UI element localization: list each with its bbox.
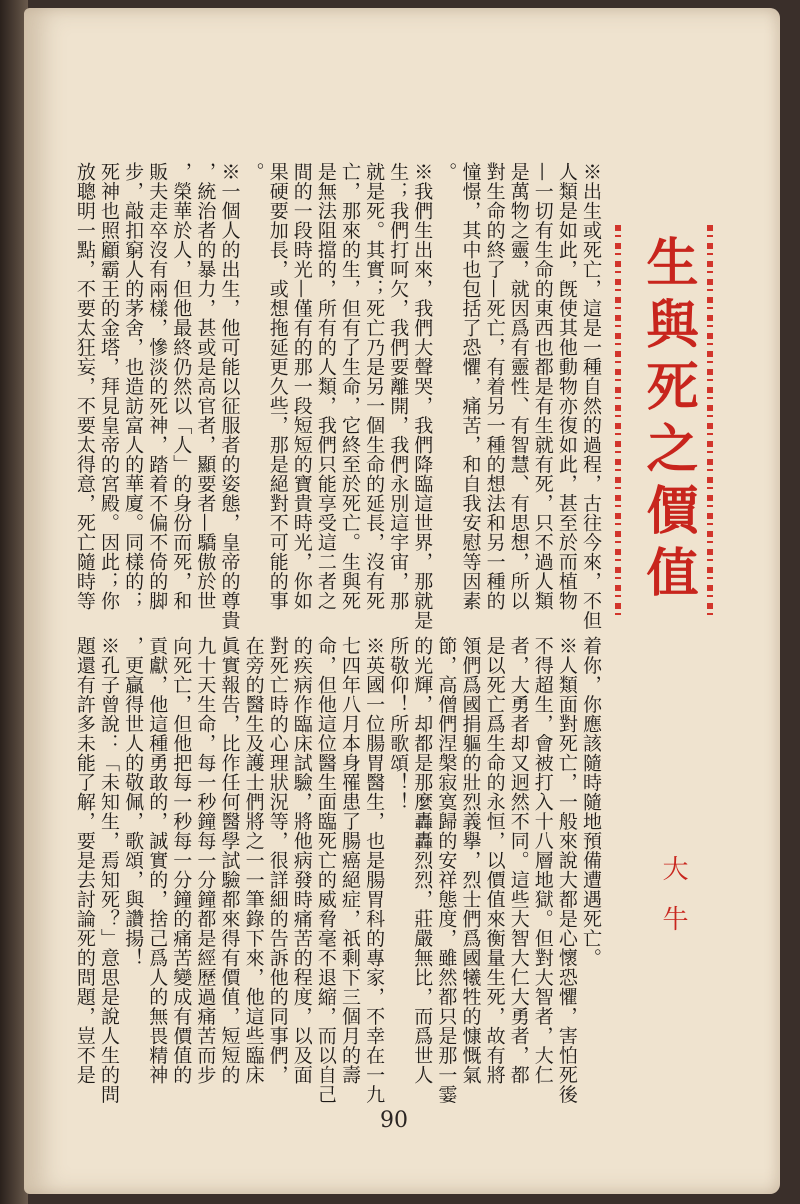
text-column: 所敬仰！所歌頌！！ [387, 636, 410, 812]
text-column: 放聰明一點，不要太狂妄，不要太得意，死亡隨時等 [73, 162, 96, 611]
text-column: 對生命的終了—死亡，有着另一種的想法和另一種的 [483, 162, 506, 611]
page-number: 90 [380, 1108, 408, 1133]
text-column: 七四年八月本身罹患了腸癌絕症，祇剩下三個月的壽 [339, 636, 361, 1085]
text-column: 者，大勇者却又迥然不同。這些大智大仁大勇者，都 [507, 636, 530, 1085]
text-column: ※我們生出來，我們大聲哭，我們降臨這世界，那就是 [411, 162, 434, 630]
text-column: 亡，那來的生，但有了生命，它終至於死亡。生與死 [339, 162, 361, 611]
text-column: 就是死。其實；死亡乃是另一個生命的延長，沒有死 [363, 162, 386, 611]
text-column: 果硬要加長，或想拖延更久些，那是絕對不可能的事 [266, 162, 289, 611]
text-column: ※英國一位腸胃醫生，也是腸胃科的專家，不幸在一九 [363, 636, 386, 1104]
text-column: ※孔子曾說：「未知生，焉知死？」意思是說人生的問 [98, 636, 120, 1104]
text-column: 販夫走卒沒有兩樣，慘淡的死神，踏着不偏不倚的脚 [146, 162, 169, 611]
text-column: 在旁的醫生及護士們將之一一筆錄下來，他這些臨床 [242, 636, 265, 1085]
text-column: 憧憬，其中也包括了恐懼，痛苦，和自我安慰等因素 [459, 162, 482, 611]
text-column: 着你，你應該隨時隨地預備遭遇死亡。 [580, 636, 602, 968]
text-column: 貢獻，他這種勇敢的，誠實的，捨己爲人的無畏精神 [146, 636, 169, 1085]
text-column: 是萬物之靈，就因爲有靈性、有智慧、有思想，所以 [507, 162, 530, 611]
text-column: 步，敲扣窮人的茅舍，也造訪富人的華廈。同樣的； [122, 162, 145, 611]
text-column: 。 [435, 162, 458, 182]
text-column: 。 [242, 162, 265, 182]
text-column: 不得超生，會被打入十八層地獄。但對大智者，大仁 [531, 636, 554, 1085]
text-column: 死神也照顧霸王的金塔，拜見皇帝的宮殿。因此；你 [98, 162, 120, 611]
text-column: 生；我們打呵欠，我們要離開，我們永別這宇宙，那 [387, 162, 410, 611]
text-column: 間的一段時光—僅有的那一段短短的寶貴時光，你如 [290, 162, 313, 611]
text-column: ，更贏得世人的敬佩，歌頌，與讚揚！ [122, 636, 145, 968]
text-column: 的疾病作臨床試驗，將他病發時痛苦的程度，以及面 [290, 636, 313, 1085]
text-column: 向死亡，但他把每一秒每一分鐘的痛苦變成有價值的 [170, 636, 193, 1085]
author-name: 大牛 [658, 855, 688, 955]
text-column: 領們爲國捐軀的壯烈義擧，烈士們爲國犧牲的慷慨氣 [459, 636, 482, 1085]
text-column: 命，但他這位醫生面臨死亡的威脅毫不退縮，而以自己 [314, 636, 337, 1104]
text-column: 的光輝，却都是那麼轟轟烈烈，莊嚴無比，而爲世人 [411, 636, 434, 1085]
text-column: ※人類面對死亡，一般來說大都是心懷恐懼，害怕死後 [555, 636, 578, 1104]
text-column: ，統治者的暴力，甚或是高官者，顯要者—驕傲於世 [194, 162, 217, 611]
text-column: 節，高僧們涅槃寂寞歸的安祥態度，雖然都只是那一霎 [435, 636, 458, 1104]
text-column: 對死亡時的心理狀況等，很詳細的告訴他的同事們， [266, 636, 289, 1085]
text-column: 九十天生命，每一秒鐘每一分鐘都是經歷過痛苦而步 [194, 636, 217, 1085]
text-column: 是以死亡爲生命的永恒，以價值來衡量生死，故有將 [483, 636, 506, 1085]
text-column: ※出生或死亡，這是一種自然的過程，古往今來，不但 [580, 162, 602, 630]
text-column: —一切有生命的東西也都是有生就有死，只不過人類 [531, 162, 554, 611]
article-title: 生與死之價值 [637, 235, 698, 607]
text-column: 題還有許多未能了解，要是去討論死的問題，豈不是 [73, 636, 96, 1085]
text-column: 是無法阻擋的，所有的人類，我們只能享受這二者之 [314, 162, 337, 611]
text-column: 眞實報告，比作任何醫學試驗都來得有價值，短短的 [218, 636, 241, 1085]
text-column: ※一個人的出生，他可能以征服者的姿態，皇帝的尊貴 [218, 162, 241, 630]
text-column: 人類是如此，旣使其他動物亦復如此，甚至於而植物 [555, 162, 578, 611]
title-block [615, 225, 715, 620]
text-column: ，榮華於人，但他最終仍然以「人」的身份而死，和 [170, 162, 193, 611]
title-border-left [615, 225, 621, 620]
title-border-right [707, 225, 713, 620]
